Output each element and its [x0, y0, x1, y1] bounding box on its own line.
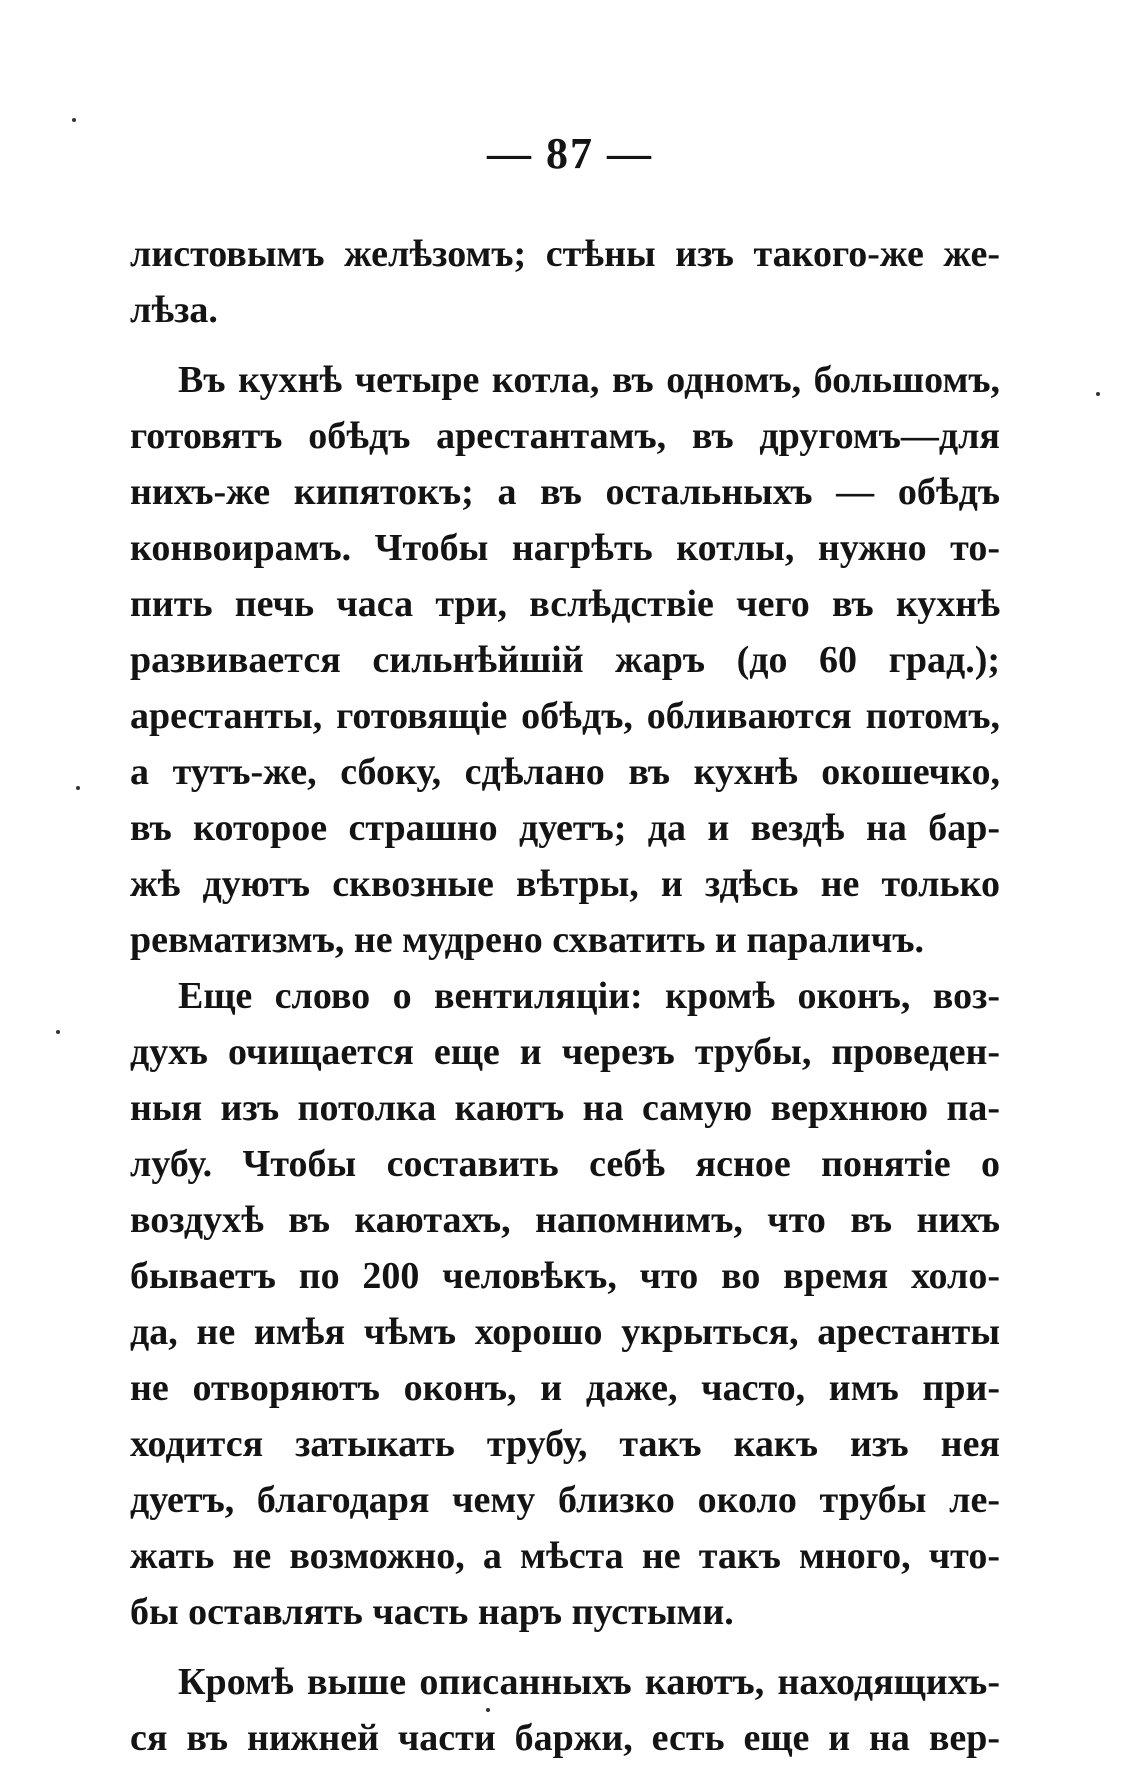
text-line: конвоирамъ. Чтобы нагрѣть котлы, нужно то-: [130, 527, 1000, 569]
text-line: бываетъ по 200 человѣкъ, что во время холо-: [130, 1255, 1000, 1297]
text-line: пить печь часа три, вслѣдствіе чего въ кухнѣ: [130, 583, 1000, 625]
page-number: — 87 —: [487, 129, 653, 178]
text-line: готовятъ обѣдъ арестантамъ, въ другомъ—для: [130, 415, 1000, 457]
text-line: листовымъ желѣзомъ; стѣны изъ такого-же же-: [130, 233, 1000, 275]
text-line: ревматизмъ, не мудрено схватить и параличъ.: [130, 919, 924, 961]
text-line: Еще слово о вентиляціи: кромѣ оконъ, воз-: [178, 975, 1000, 1017]
text-line: не отворяютъ оконъ, и даже, часто, имъ при-: [130, 1367, 1000, 1409]
scan-speck: [1096, 392, 1100, 396]
text-line: дуетъ, благодаря чему близко около трубы ле-: [130, 1479, 1000, 1521]
body-text: [130, 226, 1000, 1766]
text-line: нихъ-же кипятокъ; а въ остальныхъ — обѣдъ: [130, 471, 1000, 513]
text-line: а тутъ-же, сбоку, сдѣлано въ кухнѣ окошечко,: [130, 751, 1000, 793]
text-line: Въ кухнѣ четыре котла, въ одномъ, большомъ,: [178, 359, 1000, 401]
scan-speck: [486, 1708, 490, 1712]
text-line: ныя изъ потолка каютъ на самую верхнюю па-: [130, 1087, 1000, 1129]
text-line: въ которое страшно дуетъ; да и вездѣ на бар-: [130, 807, 1000, 849]
text-line: арестанты, готовящіе обѣдъ, обливаются потомъ,: [130, 695, 1000, 737]
text-line: ся въ нижней части баржи, есть еще и на вер-: [130, 1717, 1000, 1759]
scan-speck: [76, 786, 80, 790]
text-line: жать не возможно, а мѣста не такъ много, что-: [130, 1535, 1000, 1577]
text-line: развивается сильнѣйшій жаръ (до 60 град.);: [130, 639, 1000, 681]
text-line: ходится затыкать трубу, такъ какъ изъ нея: [130, 1423, 1000, 1465]
text-line: лѣза.: [130, 289, 218, 331]
text-line: Кромѣ выше описанныхъ каютъ, находящихъ-: [178, 1661, 1000, 1703]
text-line: да, не имѣя чѣмъ хорошо укрыться, арестанты: [130, 1311, 1000, 1353]
text-line: жѣ дуютъ сквозные вѣтры, и здѣсь не только: [130, 863, 1000, 905]
text-line: лубу. Чтобы составить себѣ ясное понятіе о: [130, 1143, 1000, 1185]
text-line: бы оставлять часть наръ пустыми.: [130, 1591, 734, 1633]
text-line: духъ очищается еще и черезъ трубы, проведен-: [130, 1031, 1000, 1073]
scan-speck: [72, 118, 76, 122]
text-line: воздухѣ въ каютахъ, напомнимъ, что въ нихъ: [130, 1199, 1000, 1241]
scan-speck: [56, 1030, 60, 1034]
